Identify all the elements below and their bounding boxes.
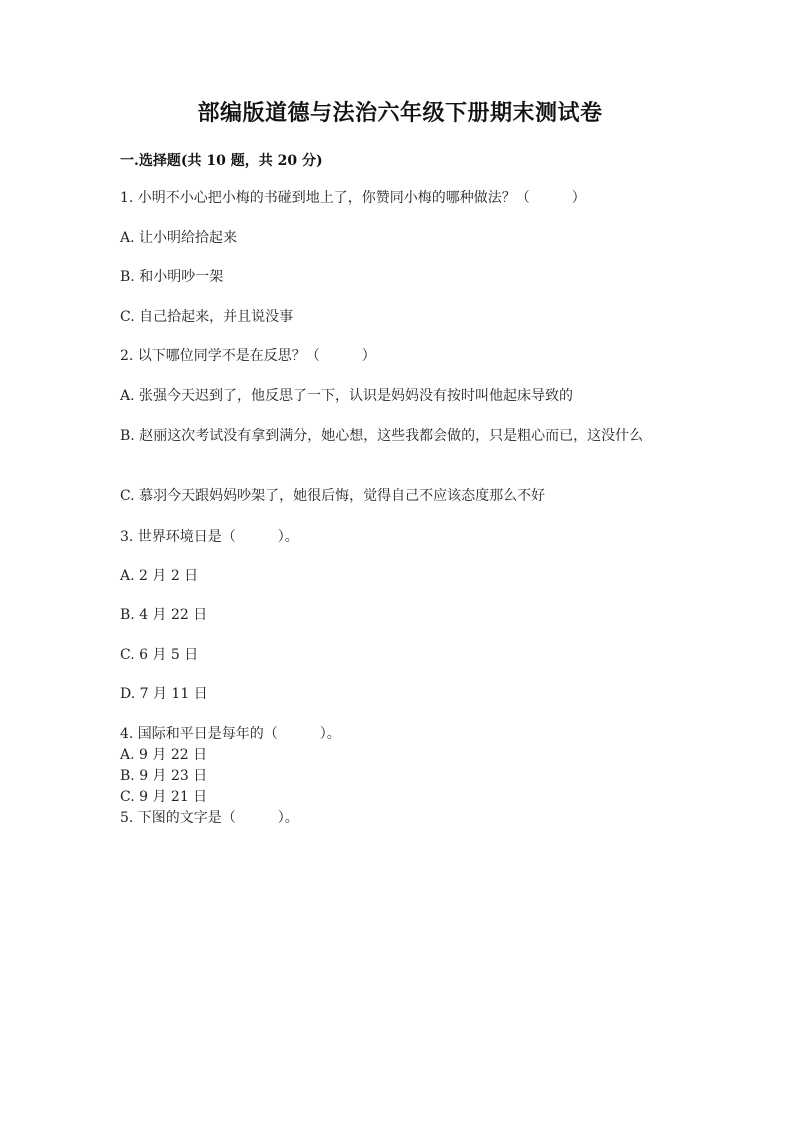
answer-option: A. 2 月 2 日 bbox=[120, 568, 199, 584]
answer-option: B. 赵丽这次考试没有拿到满分，她心想，这些我都会做的，只是粗心而已，这没什么 bbox=[120, 428, 644, 444]
question-stem: 5. 下图的文字是（ ）。 bbox=[120, 810, 299, 826]
question-stem: 1. 小明不小心把小梅的书碰到地上了，你赞同小梅的哪种做法？（ ） bbox=[120, 190, 586, 206]
answer-option: A. 张强今天迟到了，他反思了一下，认识是妈妈没有按时叫他起床导致的 bbox=[120, 388, 574, 404]
answer-option: A. 9 月 22 日 bbox=[120, 747, 208, 763]
answer-option: A. 让小明给拾起来 bbox=[120, 230, 238, 246]
answer-option: C. 9 月 21 日 bbox=[120, 789, 208, 805]
answer-option: D. 7 月 11 日 bbox=[120, 686, 208, 702]
section-heading: 一.选择题(共 10 题，共 20 分) bbox=[120, 153, 323, 169]
question-stem: 3. 世界环境日是（ ）。 bbox=[120, 529, 299, 545]
answer-option: B. 4 月 22 日 bbox=[120, 607, 208, 623]
question-stem: 2. 以下哪位同学不是在反思？（ ） bbox=[120, 348, 376, 364]
question-stem: 4. 国际和平日是每年的（ ）。 bbox=[120, 726, 341, 742]
answer-option: B. 和小明吵一架 bbox=[120, 269, 224, 285]
answer-option: C. 慕羽今天跟妈妈吵架了，她很后悔，觉得自己不应该态度那么不好 bbox=[120, 488, 546, 504]
answer-option: C. 自己拾起来，并且说没事 bbox=[120, 309, 294, 325]
answer-option: B. 9 月 23 日 bbox=[120, 768, 208, 784]
answer-option: C. 6 月 5 日 bbox=[120, 647, 199, 663]
page-title: 部编版道德与法治六年级下册期末测试卷 bbox=[197, 100, 603, 126]
